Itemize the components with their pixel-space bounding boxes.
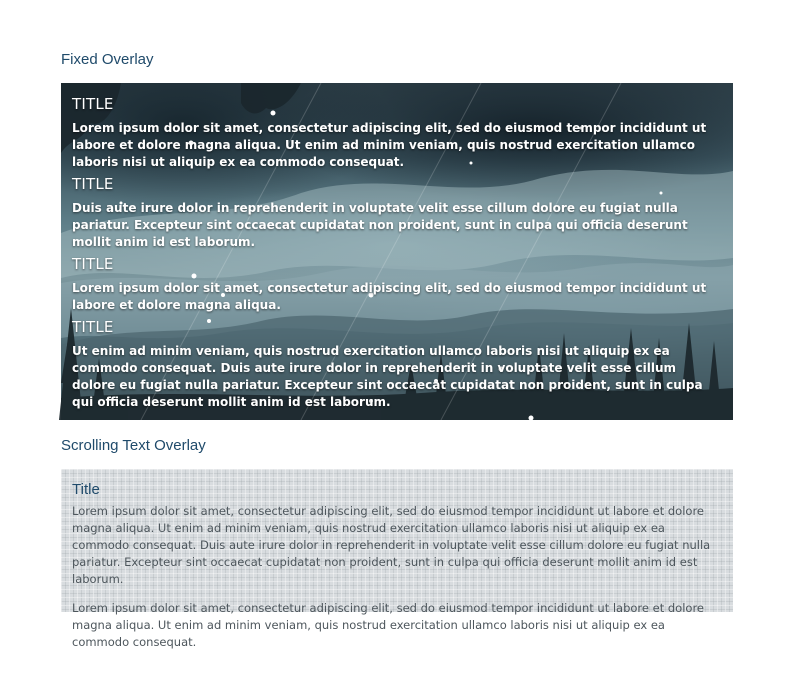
fixed-block-text: Duis aute irure dolor in reprehenderit in voluptate velit esse cillum dolore eu fugiat nulla pariatur. Excepteur sint occaecat cupidatat non proident, sunt in culpa qui officia deserunt mollit anim id est laborum.	[72, 201, 688, 249]
fixed-overlay-panel	[61, 83, 733, 420]
fixed-block-title: TITLE	[72, 95, 114, 113]
fixed-block-text: Lorem ipsum dolor sit amet, consectetur adipiscing elit, sed do eiusmod tempor incididunt ut labore et dolore magna aliqua. Ut enim ad minim veniam, quis nostrud exercitation ullamco laboris nisi ut aliquip ex ea commodo consequat.	[72, 121, 707, 169]
scrolling-overlay-content	[72, 481, 724, 651]
scrolling-overlay-panel[interactable]	[61, 469, 733, 649]
fixed-block-text: Lorem ipsum dolor sit amet, consectetur adipiscing elit, sed do eiusmod tempor incididunt ut labore et dolore magna aliqua.	[72, 281, 707, 312]
fixed-overlay-block	[72, 94, 722, 171]
fixed-overlay-block	[72, 317, 722, 411]
scrolling-overlay-paragraph: Lorem ipsum dolor sit amet, consectetur adipiscing elit, sed do eiusmod tempor incididunt ut labore et dolore magna aliqua. Ut enim ad minim veniam, quis nostrud exercitation ullamco laboris nisi ut aliquip ex ea commodo consequat. Duis aute irure dolor in reprehenderit in voluptate velit esse cillum dolore eu fugiat nulla pariatur. Excepteur sint occaecat cupidatat non proident, sunt in culpa qui officia deserunt mollit anim id est laborum.	[72, 504, 711, 586]
fixed-overlay-heading: Fixed Overlay	[61, 51, 154, 68]
fixed-overlay-block	[72, 254, 722, 314]
fixed-block-title: TITLE	[72, 318, 114, 336]
fixed-overlay-block	[72, 174, 722, 251]
fixed-block-title: TITLE	[72, 255, 114, 273]
scrolling-overlay-heading: Scrolling Text Overlay	[61, 437, 206, 454]
fixed-overlay-content	[72, 94, 722, 411]
fixed-block-text: Ut enim ad minim veniam, quis nostrud exercitation ullamco laboris nisi ut aliquip ex ea commodo consequat. Duis aute irure dolor in reprehenderit in voluptate velit esse cillum dolore eu fugiat nulla pariatur. Excepteur sint occaecat cupidatat non proident, sunt in culpa qui officia deserunt mollit anim id est laborum.	[72, 344, 703, 409]
scrolling-overlay-title: Title	[72, 481, 100, 498]
scrolling-overlay-paragraph: Lorem ipsum dolor sit amet, consectetur adipiscing elit, sed do eiusmod tempor incididunt ut labore et dolore magna aliqua. Ut enim ad minim veniam, quis nostrud exercitation ullamco laboris nisi ut aliquip ex ea commodo consequat.	[72, 601, 705, 649]
fixed-block-title: TITLE	[72, 175, 114, 193]
